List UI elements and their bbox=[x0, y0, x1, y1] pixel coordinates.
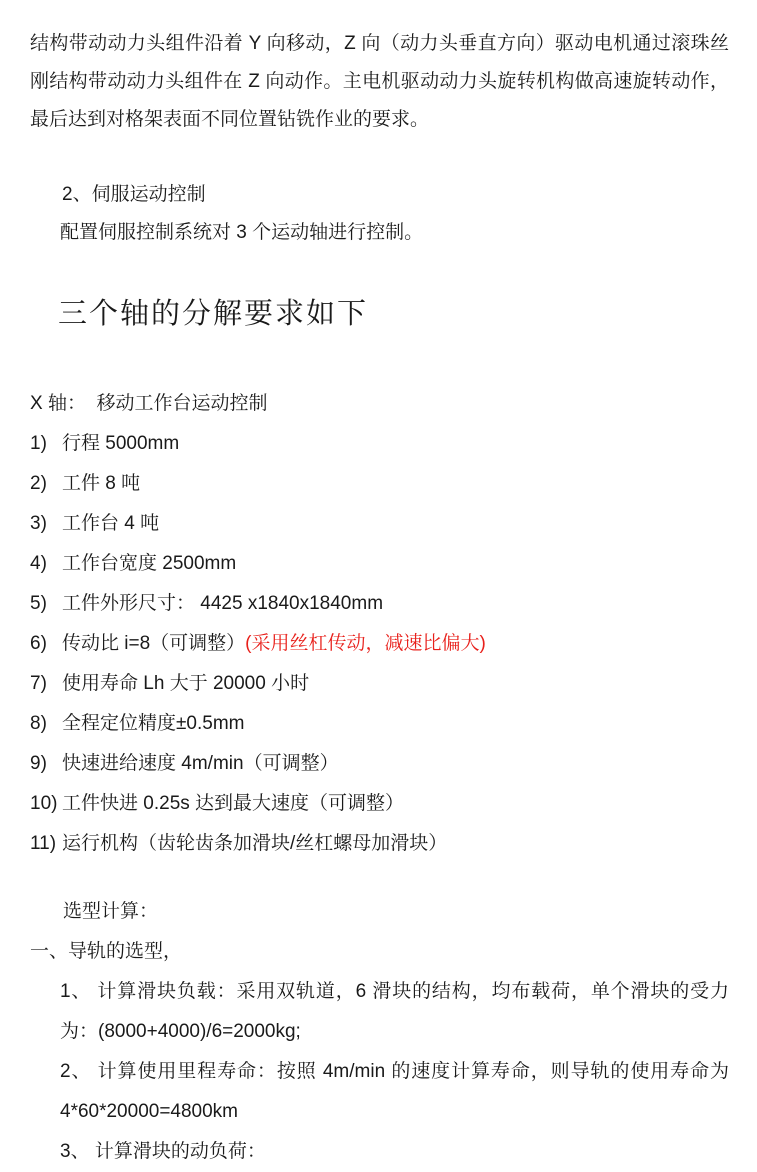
requirement-text: 行程 5000mm bbox=[62, 433, 180, 454]
requirement-text: 工作台 4 吨 bbox=[62, 513, 160, 534]
requirement-item bbox=[30, 424, 729, 464]
requirement-item bbox=[30, 464, 729, 504]
requirement-text-main: 传动比 i=8（可调整） bbox=[62, 633, 246, 654]
calc-step: 3、 计算滑块的动负荷： bbox=[60, 1141, 266, 1162]
requirement-number: 6) bbox=[30, 633, 47, 654]
selection-calc-title: 选型计算： bbox=[63, 901, 159, 922]
requirement-text bbox=[62, 624, 486, 664]
requirement-text: 工件快进 0.25s 达到最大速度（可调整） bbox=[62, 793, 405, 814]
requirement-item bbox=[30, 824, 729, 864]
requirement-item bbox=[30, 664, 729, 704]
requirement-number: 3) bbox=[30, 513, 47, 534]
calc-steps bbox=[60, 972, 729, 1172]
requirement-text: 快速进给速度 4m/min（可调整） bbox=[62, 753, 339, 774]
intro-paragraph: 结构带动动力头组件沿着 Y 向移动，Z 向（动力头垂直方向）驱动电机通过滚珠丝刚结构带动动力头组件在 Z 向动作。主电机驱动动力头旋转机构做高速旋转动作，最后达到对格架表面不同位置钻铣作业的要求。 bbox=[30, 33, 729, 130]
requirement-red-note: (采用丝杠传动，减速比偏大) bbox=[245, 633, 486, 654]
x-axis-title: X 轴： 移动工作台运动控制 bbox=[30, 393, 268, 414]
requirement-item bbox=[30, 704, 729, 744]
requirement-text: 工件 8 吨 bbox=[62, 473, 141, 494]
requirement-item bbox=[30, 744, 729, 784]
requirement-text: 运行机构（齿轮齿条加滑块/丝杠螺母加滑块） bbox=[62, 833, 448, 854]
requirement-text: 全程定位精度±0.5mm bbox=[62, 713, 245, 734]
requirement-number: 5) bbox=[30, 593, 47, 614]
requirement-number: 4) bbox=[30, 553, 47, 574]
calc-step: 1、 计算滑块负载：采用双轨道，6 滑块的结构，均布载荷，单个滑块的受力为：(8000+4000)/6=2000kg; bbox=[60, 981, 729, 1042]
requirement-number: 2) bbox=[30, 473, 47, 494]
calc-step: 2、 计算使用里程寿命：按照 4m/min 的速度计算寿命，则导轨的使用寿命为 4*60*20000=4800km bbox=[60, 1061, 729, 1122]
requirement-item bbox=[30, 544, 729, 584]
servo-section-body: 配置伺服控制系统对 3 个运动轴进行控制。 bbox=[60, 222, 424, 243]
rail-selection-heading: 一、导轨的选型， bbox=[30, 941, 183, 962]
requirement-number: 7) bbox=[30, 673, 47, 694]
requirement-item bbox=[30, 624, 729, 664]
requirement-number: 11) bbox=[30, 833, 57, 854]
requirement-text: 工件外形尺寸： 4425 x1840x1840mm bbox=[62, 593, 384, 614]
requirement-text: 工作台宽度 2500mm bbox=[62, 553, 237, 574]
main-heading: 三个轴的分解要求如下 bbox=[58, 298, 369, 330]
requirement-item bbox=[30, 784, 729, 824]
requirement-list bbox=[30, 424, 729, 864]
requirement-number: 9) bbox=[30, 753, 47, 774]
requirement-number: 1) bbox=[30, 433, 47, 454]
requirement-item bbox=[30, 584, 729, 624]
requirement-number: 8) bbox=[30, 713, 47, 734]
requirement-item bbox=[30, 504, 729, 544]
servo-section-heading: 2、伺服运动控制 bbox=[62, 184, 206, 205]
requirement-text: 使用寿命 Lh 大于 20000 小时 bbox=[62, 673, 310, 694]
requirement-number: 10) bbox=[30, 793, 58, 814]
